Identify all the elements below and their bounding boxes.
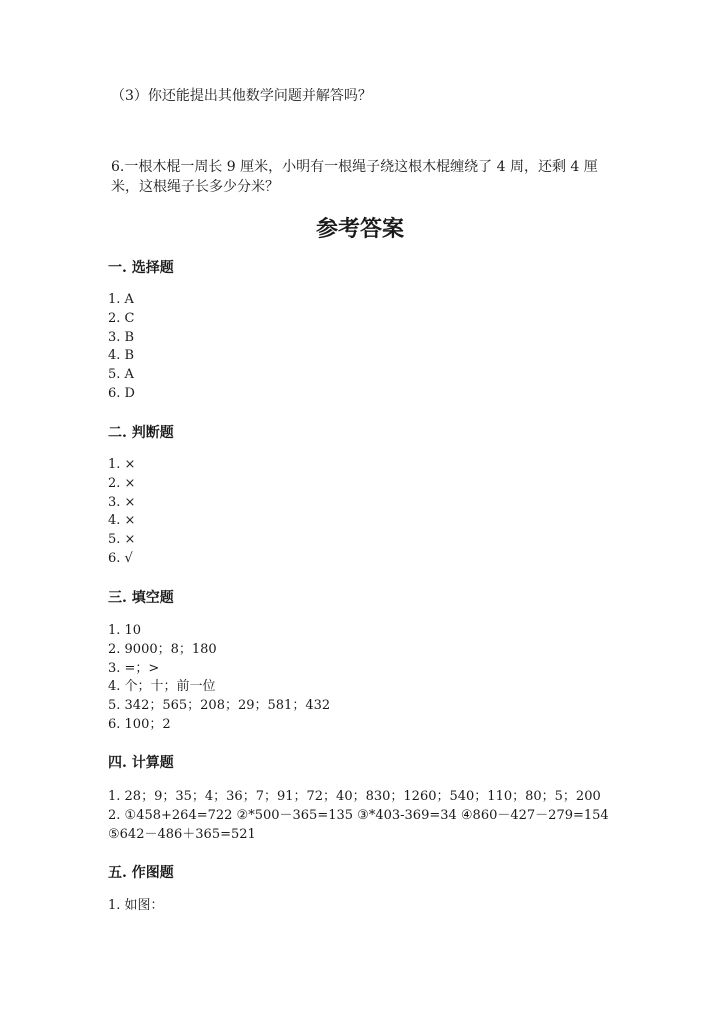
answer-item: 5. A (108, 367, 134, 383)
answer-item: 1. A (108, 292, 134, 307)
answer-item: 1. 如图： (108, 898, 164, 913)
question-5-part-3: （3）你还能提出其他数学问题并解答吗？ (111, 88, 372, 104)
question-6 (111, 157, 598, 197)
answer-list-calculation (108, 788, 609, 844)
answer-list-fill-in-blank (108, 622, 330, 735)
answer-item: 3. =；> (108, 660, 160, 676)
answer-item: 1. × (108, 457, 136, 472)
answer-list-drawing (108, 897, 164, 916)
answer-item: 4. B (108, 348, 135, 364)
answer-item: 1. 28；9；35；4；36；7；91；72；40；830；1260；540；110；80；5；200 (108, 789, 601, 804)
answer-list-multiple-choice (108, 291, 135, 404)
answer-item: 2. 9000；8；180 (108, 641, 217, 657)
answer-item: 3. B (108, 329, 135, 345)
answer-item: 6. √ (108, 550, 133, 566)
section-heading-fill-in-blank: 三. 填空题 (108, 590, 174, 606)
section-heading-drawing: 五. 作图题 (108, 865, 174, 881)
answer-item: 5. 342；565；208；29；581；432 (108, 698, 331, 714)
answer-item: 6. D (108, 385, 135, 401)
answer-item: 4. × (108, 513, 136, 529)
section-heading-calculation: 四. 计算题 (108, 755, 174, 771)
answer-item: 2. × (108, 475, 136, 491)
answer-item: 5. × (108, 532, 136, 548)
answer-key-title: 参考答案 (315, 216, 404, 242)
answer-item: ⑤642－486＋365=521 (108, 826, 256, 842)
answer-item: 3. × (108, 494, 136, 510)
question-6-line-2: 米，这根绳子长多少分米？ (111, 179, 279, 195)
answer-list-true-false (108, 456, 135, 569)
answer-item: 2. C (108, 310, 135, 326)
answer-item: 4. 个；十；前一位 (108, 679, 216, 695)
answer-item: 1. 10 (108, 623, 142, 638)
answer-item: 2. ①458+264=722 ②*500－365=135 ③*403-369=34 ④860－427－279=154 (108, 807, 609, 823)
section-heading-multiple-choice: 一. 选择题 (108, 260, 174, 276)
answer-item: 6. 100；2 (108, 716, 171, 732)
question-6-line-1: 6.一根木棍一周长 9 厘米，小明有一根绳子绕这根木棍缠绕了 4 周，还剩 4 厘 (111, 159, 598, 175)
section-heading-true-false: 二. 判断题 (108, 425, 174, 441)
